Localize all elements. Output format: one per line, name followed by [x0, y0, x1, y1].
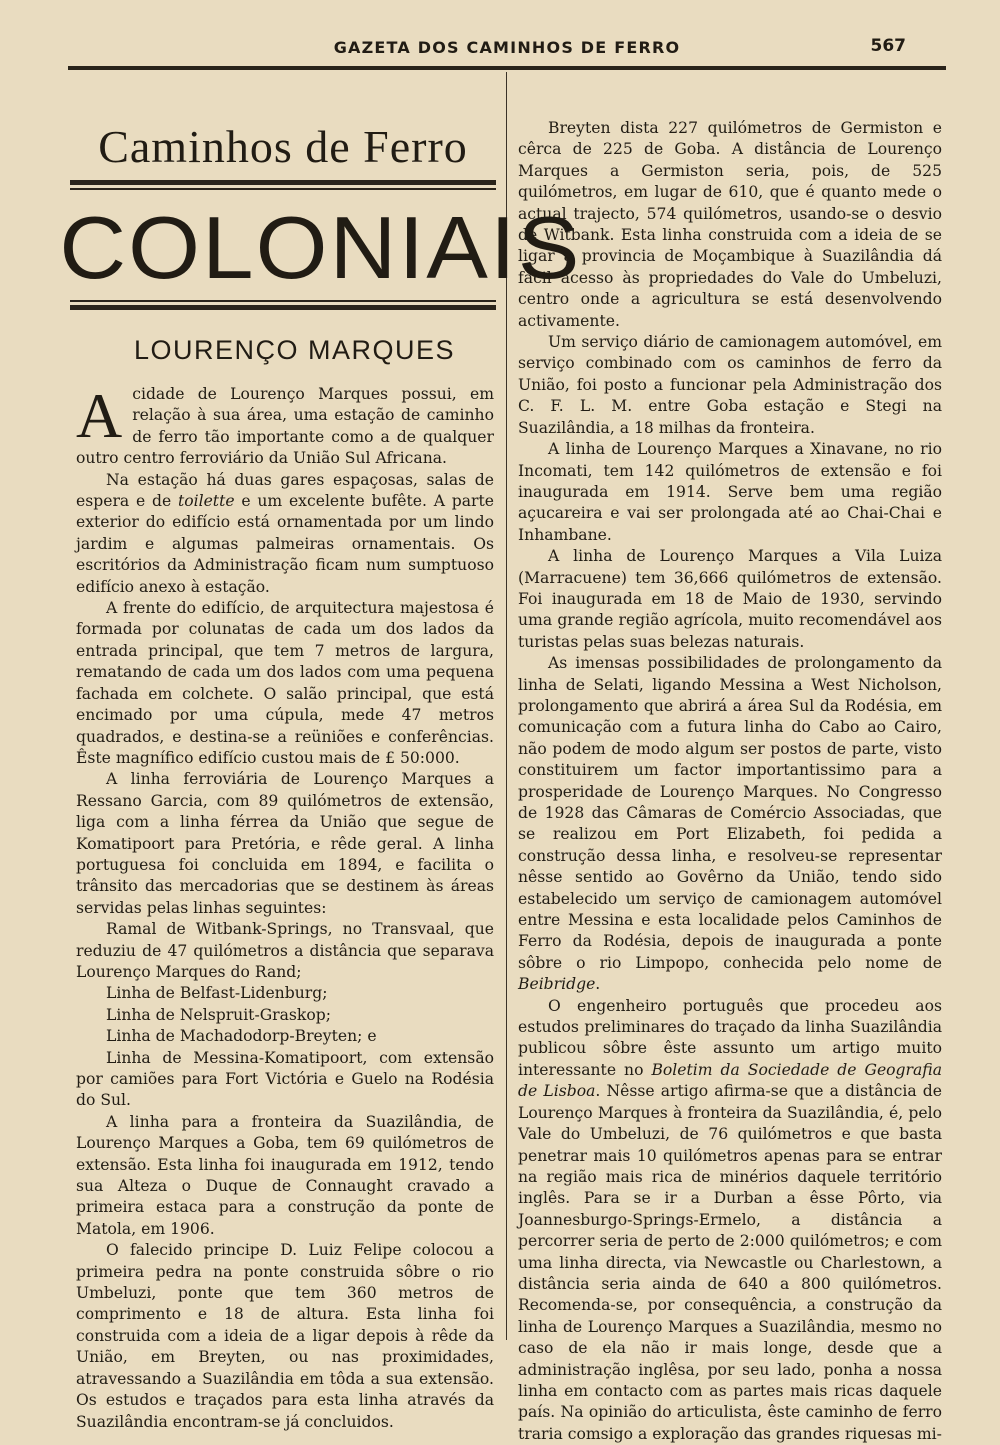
header-rule — [68, 66, 946, 70]
right-column — [518, 118, 942, 1445]
running-header — [68, 36, 946, 66]
title-rules-bottom — [70, 300, 496, 310]
paragraph: Acidade de Lourenço Marques possui, em relação à sua área, uma estação de caminho de ferro tão importante como a de qualquer outro centro ferroviário da União Sul Africana. — [76, 380, 494, 468]
paragraph: Um serviço diário de camionagem automóvel, em serviço combinado com os caminhos de ferro da União, foi posto a funcionar pela Administração dos C. F. L. M. entre Goba estação e Stegi na Suazilândia, a 18 milhas da fronteira. — [518, 333, 942, 437]
article-title-line2: COLONIAIS — [59, 198, 582, 297]
list-item: Linha de Belfast-Lidenburg; — [106, 984, 328, 1003]
list-item: Ramal de Witbank-Springs, no Transvaal, que reduziu de 47 quilómetros a distância que separava Lourenço Marques do Rand; — [76, 920, 494, 981]
list-item: Linha de Nelspruit-Graskop; — [106, 1005, 331, 1024]
title-rules-top — [70, 180, 496, 190]
section-title: LOURENÇO MARQUES — [134, 335, 456, 365]
paragraph: A linha de Lourenço Marques a Xinavane, no rio Incomati, tem 142 quilómetros de extensão e foi inaugurada em 1914. Serve bem uma região açucareira e vai ser prolongada até ao Chai-Chai e Inhambane. — [518, 440, 942, 544]
article-title-block — [59, 120, 582, 366]
paragraph: O engenheiro português que procedeu aos estudos preliminares do traçado da linha Suazilândia publicou sôbre êste assunto um artigo muito interessante no Boletim da Sociedade de Geografia de Lisboa. Nêsse artigo afirma-se que a distância de Lourenço Marques à fronteira da Suazilândia, é, pelo Vale do Umbeluzi, de 76 quilómetros e que basta penetrar mais 10 quilómetros apenas para se entrar na região mais rica de minérios daquele território inglês. Para se ir a Durban a êsse Pôrto, via Joannesburgo-Springs-Ermelo, a distância a percorrer seria de perto de 2:000 quilómetros; e com uma linha directa, via Newcastle ou Charlestown, a distância seria ainda de 640 a 800 quilómetros. Recomenda-se, por consequência, a construção da linha de Lourenço Marques a Suazilândia, mesmo no caso de ela não ir mais longe, desde que a administração inglêsa, por seu lado, ponha a nossa linha em contacto com as partes mais ricas daquele país. Na opinião do articulista, êste caminho de ferro traria comsigo a exploração das grandes riquesas mi- — [518, 996, 942, 1443]
paragraph: Na estação há duas gares espaçosas, salas de espera e de toilette e um excelente bufête. A parte exterior do edifício está ornamentada por um lindo jardim e algumas palmeiras ornamentais. Os escritórios da Administração ficam num sumptuoso edifício anexo à estação. — [76, 470, 494, 596]
paragraph: A linha ferroviária de Lourenço Marques a Ressano Garcia, com 89 quilómetros de extensão, liga com a linha férrea da União que segue de Komatipoort para Pretória, e rêde geral. A linha portuguesa foi concluida em 1894, e facilita o trânsito das mercadorias que se destinem às áreas servidas pelas linhas seguintes: — [76, 770, 494, 917]
paragraph: A linha para a fronteira da Suazilândia, de Lourenço Marques a Goba, tem 69 quilómetros de extensão. Esta linha foi inaugurada em 1912, tendo sua Alteza o Duque de Connaught cravado a primeira estaca para a construção da ponte de Matola, em 1906. — [76, 1112, 494, 1238]
paragraph: O falecido principe D. Luiz Felipe colocou a primeira pedra na ponte construida sôbre o rio Umbeluzi, ponte que tem 360 metros de comprimento e 18 de altura. Esta linha foi construida com a ideia de a ligar depois à rêde da União, em Breyten, ou nas proximidades, atravessando a Suazilândia em tôda a sua extensão. Os estudos e traçados para esta linha através da Suazilândia encontram-se já concluidos. — [76, 1241, 494, 1431]
publication-title: GAZETA DOS CAMINHOS DE FERRO — [333, 38, 681, 57]
article-title-line1: Caminhos de Ferro — [98, 121, 468, 172]
paragraph: As imensas possibilidades de prolongamento da linha de Selati, ligando Messina a West Nicholson, prolongamento que abrirá a área Sul da Rodésia, em comunicação com a futura linha do Cabo ao Cairo, não podem de modo algum ser postos de parte, visto constituirem um factor importantissimo para a prosperidade de Lourenço Marques. No Congresso de 1928 das Câmaras de Comércio Associadas, que se realizou em Port Elizabeth, foi pedida a construção dessa linha, e resolveu-se representar nêsse sentido ao Govêrno da União, tendo sido estabelecido um serviço de camionagem automóvel entre Messina e esta localidade pelos Caminhos de Ferro da Rodésia, depois de inaugurada a ponte sôbre o rio Limpopo, conhecida pelo nome de Beibridge. — [518, 654, 942, 994]
left-column — [76, 380, 494, 1433]
list-item: Linha de Machadodorp-Breyten; e — [106, 1027, 377, 1046]
paragraph: A frente do edifício, de arquitectura majestosa é formada por colunatas de cada um dos lados da entrada principal, que tem 7 metros de largura, rematando de cada um dos lados com uma pequena fachada em colchete. O salão principal, que está encimado por uma cúpula, mede 47 metros quadrados, e destina-se a reüniões e conferências. Êste magnífico edifício custou mais de £ 50:000. — [76, 599, 494, 767]
list-item: Linha de Messina-Komatipoort, com extensão por camiões para Fort Victória e Guelo na Rodésia do Sul. — [76, 1048, 494, 1110]
page-number: 567 — [870, 36, 906, 56]
paragraph: A linha de Lourenço Marques a Vila Luiza (Marracuene) tem 36,666 quilómetros de extensão. Foi inaugurada em 18 de Maio de 1930, servindo uma grande região agrícola, muito recomendável aos turistas pelas suas belezas naturais. — [518, 547, 942, 651]
drop-cap: A — [76, 380, 123, 451]
paragraph: Breyten dista 227 quilómetros de Germiston e cêrca de 225 de Goba. A distância de Lourenço Marques a Germiston seria, pois, de 525 quilómetros, em lugar de 610, que é quanto mede o actual trajecto, 574 quilómetros, usando-se o desvio de Witbank. Esta linha construida com a ideia de se ligar a provincia de Moçambique à Suazilândia dá fácil acesso às propriedades do Vale do Umbeluzi, centro onde a agricultura se está desenvolvendo activamente. — [518, 119, 942, 330]
